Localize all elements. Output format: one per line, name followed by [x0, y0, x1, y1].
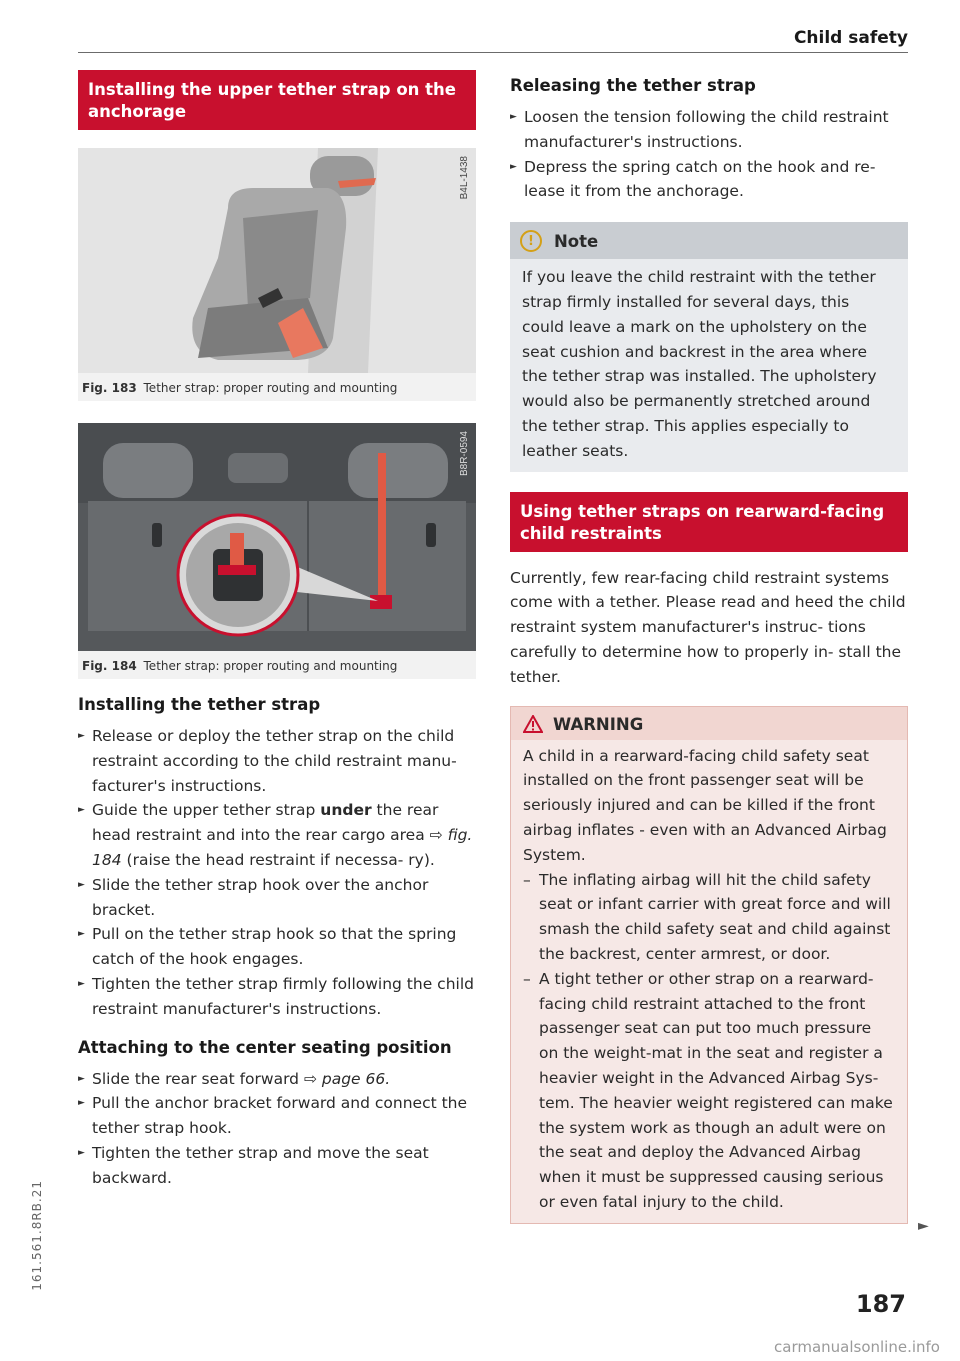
- figure-184: [78, 423, 476, 651]
- section-title-rearward-facing: Using tether straps on rearward-facing child restraints: [510, 492, 908, 552]
- page-reference-link[interactable]: ⇨ page 66.: [303, 1069, 391, 1088]
- child-seat-illustration: [78, 148, 476, 373]
- figure-183-id: B4L-1438: [459, 156, 470, 200]
- figure-reference-link[interactable]: ⇨ fig. 184: [92, 826, 473, 869]
- figure-183-label: Fig. 183: [82, 381, 137, 395]
- right-column: [510, 70, 908, 1224]
- note-header: [510, 222, 908, 259]
- installing-heading: Installing the tether strap: [78, 695, 321, 714]
- figure-183: [78, 148, 476, 373]
- step-text: Guide the upper tether strap: [92, 801, 321, 820]
- installing-step: [78, 798, 476, 872]
- warning-body: [511, 740, 907, 1223]
- warning-text: A child in a rearward-facing child safety seat installed on the front passenger seat will be seriously injured and can be killed if the front airbag inflates - even with an Advanced Airbag System.: [523, 746, 887, 864]
- document-code: 161.561.8RB.21: [30, 1180, 44, 1291]
- figure-183-caption-text: Tether strap: proper routing and mounting: [143, 381, 398, 395]
- step-text: (raise the head restraint if necessa- ry).: [121, 850, 435, 869]
- releasing-heading: Releasing the tether strap: [510, 76, 756, 95]
- installing-step: ► Tighten the tether strap firmly following the child restraint manufacturer's instructions.: [78, 972, 476, 1022]
- step-text: Slide the rear seat forward: [92, 1069, 304, 1088]
- step-text: the rear head restraint and into the rear cargo area: [92, 801, 439, 845]
- figure-183-caption: [78, 373, 476, 401]
- releasing-step: ► Depress the spring catch on the hook and re- lease it from the anchorage.: [510, 155, 908, 205]
- releasing-steps: [510, 105, 908, 204]
- page-number: 187: [855, 1290, 906, 1318]
- header-divider: [78, 52, 908, 53]
- center-seating-steps: [78, 1067, 476, 1191]
- warning-header: [511, 707, 907, 740]
- section-header: Child safety: [793, 28, 908, 48]
- installing-step: ► Release or deploy the tether strap on the child restraint according to the child restraint manu- facturer's instructions.: [78, 724, 476, 798]
- warning-item: – The inflating airbag will hit the child safety seat or infant carrier with great force and will smash the child safety seat and child against the backrest, center armrest, or door.: [523, 868, 895, 967]
- exclamation-circle-icon: !: [520, 230, 542, 252]
- note-body: If you leave the child restraint with the tether strap firmly installed for several days, this could leave a mark on the upholstery on the seat cushion and backrest in the area where the tether strap was installed. The upholstery would also be permanently stretched around the tether strap. This applies especially to leather seats.: [522, 268, 877, 460]
- figure-184-caption: [78, 651, 476, 679]
- warning-title: WARNING: [553, 714, 644, 734]
- installing-step: ► Pull on the tether strap hook so that the spring catch of the hook engages.: [78, 922, 476, 972]
- warning-triangle-icon: [523, 715, 543, 733]
- rearward-intro: Currently, few rear-facing child restraint systems come with a tether. Please read and heed the child restraint system manufacturer's instruc- tions carefully to determine how to properly in- stall the tether.: [510, 568, 906, 686]
- left-column: [78, 70, 476, 1191]
- center-seating-heading: Attaching to the center seating position: [78, 1037, 452, 1057]
- section-title-upper-tether: Installing the upper tether strap on the anchorage: [78, 70, 476, 130]
- figure-184-id: B8R-0594: [459, 431, 470, 477]
- center-step: [78, 1067, 476, 1092]
- figure-184-label: Fig. 184: [82, 659, 137, 673]
- cargo-area-illustration: [78, 423, 476, 651]
- step-emphasis: under: [320, 801, 372, 820]
- note-box: [510, 222, 908, 471]
- center-step: ► Tighten the tether strap and move the seat backward.: [78, 1141, 476, 1191]
- figure-184-caption-text: Tether strap: proper routing and mounting: [143, 659, 398, 673]
- warning-item: – A tight tether or other strap on a rearward- facing child restraint attached to the front passenger seat can put too much pressure on the weight-mat in the seat and register a heavier weight in the Advanced Airbag Sys- tem. The heavier weight registered can make the system work as though an adult were on the seat and deploy the Advanced Airbag when it must be suppressed causing serious or even fatal injury to the child.: [523, 967, 895, 1215]
- installing-step: ► Slide the tether strap hook over the anchor bracket.: [78, 873, 476, 923]
- releasing-step: ► Loosen the tension following the child restraint manufacturer's instructions.: [510, 105, 908, 155]
- continue-arrow-icon: ►: [918, 1218, 929, 1234]
- warning-box: [510, 706, 908, 1224]
- note-title: Note: [554, 231, 599, 251]
- watermark: carmanualsonline.info: [774, 1338, 940, 1356]
- center-step: ► Pull the anchor bracket forward and connect the tether strap hook.: [78, 1091, 476, 1141]
- installing-steps: [78, 724, 476, 1022]
